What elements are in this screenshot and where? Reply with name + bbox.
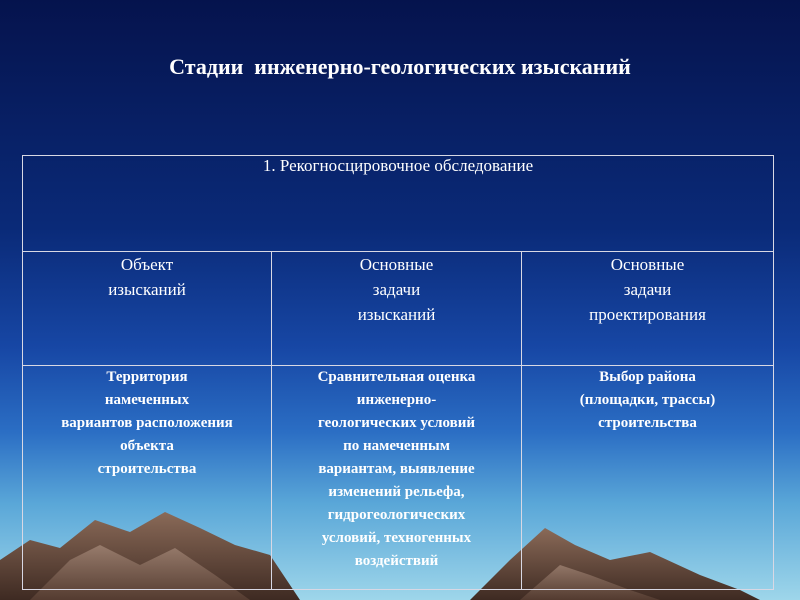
table-cell [522, 366, 774, 590]
column-header-cell [522, 252, 774, 366]
stage-heading: 1. Рекогносцировочное обследование [262, 156, 534, 175]
table-row [23, 366, 774, 590]
slide-title: Стадии инженерно-геологических изысканий [169, 54, 631, 79]
column-header-cell [23, 252, 272, 366]
column-header-cell [272, 252, 522, 366]
table-cell [23, 366, 272, 590]
stage-heading-cell [23, 156, 774, 252]
table-cell [272, 366, 522, 590]
cell-object-value: Территория намеченных вариантов расположения объекта строительства [61, 369, 233, 477]
cell-design-tasks-value: Выбор района (площадки, трассы) строительства [579, 369, 716, 431]
column-header-object: Объект изысканий [108, 255, 186, 299]
stage-heading-row [23, 156, 774, 252]
survey-stage-table [22, 155, 774, 590]
column-header-design-tasks: Основные задачи проектирования [589, 255, 706, 324]
column-header-survey-tasks: Основные задачи изысканий [357, 255, 436, 324]
cell-survey-tasks-value: Сравнительная оценка инженерно- геологических условий по намеченным вариантам, выявление изменений рельефа, гидрогеологических условий, техногенных воздействий [317, 369, 476, 569]
column-header-row [23, 252, 774, 366]
